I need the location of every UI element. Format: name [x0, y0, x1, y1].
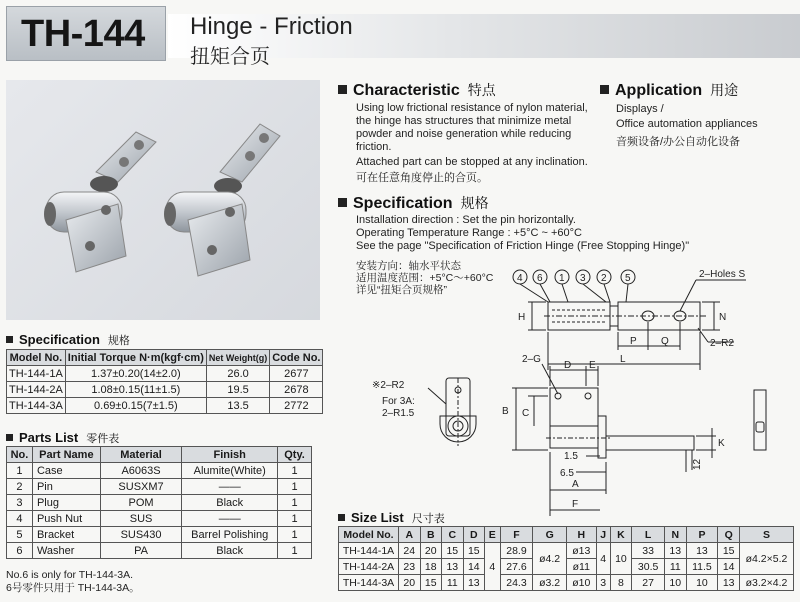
- application-heading: [600, 80, 738, 100]
- table-cell: 13: [442, 559, 464, 575]
- table-cell: ø3.2×4.2: [740, 575, 794, 591]
- table-cell: 8: [610, 575, 632, 591]
- table-cell: 1.08±0.15(11±1.5): [65, 382, 206, 398]
- application-line: 音频设备/办公自动化设备: [616, 136, 741, 148]
- table-cell: Push Nut: [32, 511, 100, 527]
- specification-line: Operating Temperature Range : +5°C ~ +60°C: [356, 227, 582, 239]
- application-heading-en: Application: [615, 82, 703, 99]
- table-cell: 13: [718, 575, 740, 591]
- size-col-header: A: [399, 527, 421, 543]
- table-cell: 15: [463, 543, 485, 559]
- table-cell: 1: [278, 511, 312, 527]
- table-cell: 33: [632, 543, 665, 559]
- spec-col-header: Net Weight(g): [206, 350, 269, 366]
- characteristic-line: the hinge has structures that minimize metal: [356, 115, 572, 127]
- dim-label-r2: 2–R2: [710, 338, 734, 349]
- table-cell: ø13: [566, 543, 596, 559]
- table-cell: 15: [442, 543, 464, 559]
- square-bullet-icon: [338, 514, 345, 521]
- balloon-label: 3: [580, 273, 586, 284]
- parts-list-table: [6, 446, 312, 559]
- dim-label-q: Q: [661, 336, 669, 347]
- table-cell: TH-144-2A: [339, 559, 399, 575]
- table-cell: Washer: [32, 543, 100, 559]
- parts-note-zh: 6号零件只用于 TH-144-3A。: [6, 582, 140, 594]
- table-cell: 13: [463, 575, 485, 591]
- table-cell: 15: [718, 543, 740, 559]
- table-cell: TH-144-2A: [7, 382, 66, 398]
- square-bullet-icon: [338, 198, 347, 207]
- table-cell: 13: [686, 543, 718, 559]
- size-col-header: K: [610, 527, 632, 543]
- size-col-header: G: [533, 527, 567, 543]
- square-bullet-icon: [6, 434, 13, 441]
- table-cell: 11.5: [686, 559, 718, 575]
- table-row: [7, 495, 312, 511]
- hinge-right: [164, 124, 280, 276]
- spec-table-header-row: [7, 350, 323, 366]
- note-r2: ※2–R2: [372, 380, 405, 391]
- table-cell: Barrel Polishing: [182, 527, 278, 543]
- table-cell: 14: [718, 559, 740, 575]
- dim-label-d: D: [564, 360, 572, 371]
- table-cell-s: ø4.2×5.2: [740, 543, 794, 575]
- product-photo: [6, 80, 320, 320]
- balloon-label: 2: [601, 273, 607, 284]
- table-cell: TH-144-3A: [7, 398, 66, 414]
- table-cell: 10: [665, 575, 687, 591]
- table-cell: 26.0: [206, 366, 269, 382]
- table-cell: SUS: [100, 511, 182, 527]
- table-cell: 1: [278, 463, 312, 479]
- drawing-lines: [428, 270, 766, 516]
- table-cell: 11: [665, 559, 687, 575]
- parts-col-header: Material: [100, 447, 182, 463]
- table-cell: ——: [182, 511, 278, 527]
- characteristic-line: Using low frictional resistance of nylon material,: [356, 102, 588, 114]
- table-cell: ø11: [566, 559, 596, 575]
- size-col-header: F: [500, 527, 533, 543]
- size-col-header: Q: [718, 527, 740, 543]
- characteristic-line: friction.: [356, 141, 392, 153]
- table-cell-j: 4: [596, 543, 610, 575]
- size-col-header: P: [686, 527, 718, 543]
- square-bullet-icon: [600, 85, 609, 94]
- table-row: [7, 366, 323, 382]
- square-bullet-icon: [6, 336, 13, 343]
- balloon-label: 5: [625, 273, 631, 284]
- size-list-heading: [338, 510, 445, 526]
- parts-list-heading-en: Parts List: [19, 430, 79, 445]
- table-cell: 28.9: [500, 543, 533, 559]
- table-cell: 1: [278, 479, 312, 495]
- table-cell: 0.69±0.15(7±1.5): [65, 398, 206, 414]
- size-col-header: D: [463, 527, 485, 543]
- size-col-header: N: [665, 527, 687, 543]
- table-cell: 13: [665, 543, 687, 559]
- spec-table-heading: [6, 332, 130, 348]
- table-cell: 5: [7, 527, 33, 543]
- table-cell: 10: [686, 575, 718, 591]
- table-cell: 11: [442, 575, 464, 591]
- characteristic-line: powder and noise generation while reducing: [356, 128, 572, 140]
- table-cell: TH-144-1A: [339, 543, 399, 559]
- table-cell: Alumite(White): [182, 463, 278, 479]
- table-cell: 23: [399, 559, 421, 575]
- table-cell: 1: [278, 543, 312, 559]
- dim-label-b: B: [502, 406, 509, 417]
- table-cell: POM: [100, 495, 182, 511]
- parts-list-heading: [6, 430, 119, 446]
- drawing-labels: [372, 269, 745, 510]
- table-cell: ——: [182, 479, 278, 495]
- spec-col-header: Initial Torque N·m(kgf·cm): [65, 350, 206, 366]
- size-col-header: J: [596, 527, 610, 543]
- dim-label-f: F: [572, 499, 579, 510]
- dim-label-l: L: [620, 354, 626, 365]
- characteristic-heading-en: Characteristic: [353, 82, 460, 99]
- spec-table-heading-en: Specification: [19, 332, 100, 347]
- table-cell: 1: [278, 527, 312, 543]
- dim-label-h: H: [518, 312, 526, 323]
- table-cell: 27.6: [500, 559, 533, 575]
- spec-table: [6, 349, 323, 414]
- table-cell: PA: [100, 543, 182, 559]
- table-cell: 24: [399, 543, 421, 559]
- table-cell: 2677: [270, 366, 323, 382]
- table-row: [339, 543, 794, 559]
- specification-heading: [338, 193, 489, 213]
- table-cell: Black: [182, 495, 278, 511]
- table-cell: TH-144-1A: [7, 366, 66, 382]
- table-cell: 2678: [270, 382, 323, 398]
- table-cell: 27: [632, 575, 665, 591]
- dim-label-e: E: [589, 360, 596, 371]
- dim-label-6-5: 6.5: [560, 468, 574, 479]
- table-cell: ø10: [566, 575, 596, 591]
- title-zh: 扭矩合页: [190, 46, 270, 68]
- technical-drawing: [336, 266, 798, 516]
- specification-line-zh: 详见“扭矩合页规格”: [356, 284, 447, 296]
- model-badge: [6, 6, 166, 61]
- table-cell: 15: [420, 575, 442, 591]
- table-cell: 1: [278, 495, 312, 511]
- size-list-heading-zh: 尺寸表: [411, 513, 445, 525]
- parts-header-row: [7, 447, 312, 463]
- balloon-label: 6: [537, 273, 543, 284]
- spec-col-header: Code No.: [270, 350, 323, 366]
- dim-label-12: 12: [692, 458, 703, 470]
- dim-label-g: 2–G: [522, 354, 541, 365]
- spec-col-header: Model No.: [7, 350, 66, 366]
- dim-label-a: A: [572, 479, 579, 490]
- specification-line: Installation direction : Set the pin horizontally.: [356, 214, 576, 226]
- table-row: [7, 527, 312, 543]
- table-cell: SUS430: [100, 527, 182, 543]
- table-cell-g: ø4.2: [533, 543, 567, 575]
- size-list-heading-en: Size List: [351, 510, 404, 525]
- table-cell: 18: [420, 559, 442, 575]
- table-cell: SUSXM7: [100, 479, 182, 495]
- table-cell: TH-144-3A: [339, 575, 399, 591]
- characteristic-text: [356, 102, 588, 185]
- size-header-row: [339, 527, 794, 543]
- application-line: Office automation appliances: [616, 118, 758, 130]
- dim-label-n: N: [719, 312, 727, 323]
- dim-label-holes: 2–Holes S: [699, 269, 746, 280]
- specification-line: See the page "Specification of Friction Hinge (Free Stopping Hinge)": [356, 240, 690, 252]
- specification-line-zh: 适用温度范围：+5°C～+60°C: [356, 272, 494, 284]
- table-cell: 24.3: [500, 575, 533, 591]
- characteristic-heading-zh: 特点: [467, 82, 496, 98]
- size-col-header: Model No.: [339, 527, 399, 543]
- table-cell-e: 4: [485, 543, 501, 591]
- table-cell: 1: [7, 463, 33, 479]
- table-cell: 4: [7, 511, 33, 527]
- characteristic-line: Attached part can be stopped at any inclination.: [356, 156, 588, 168]
- table-cell: Pin: [32, 479, 100, 495]
- size-col-header: S: [740, 527, 794, 543]
- size-col-header: H: [566, 527, 596, 543]
- parts-note-en: No.6 is only for TH-144-3A.: [6, 569, 134, 581]
- table-cell: 20: [399, 575, 421, 591]
- spec-table-heading-zh: 规格: [107, 335, 130, 347]
- table-cell: A6063S: [100, 463, 182, 479]
- parts-col-header: No.: [7, 447, 33, 463]
- table-row: [339, 575, 794, 591]
- note-for-3a: For 3A:: [382, 396, 415, 407]
- square-bullet-icon: [338, 85, 347, 94]
- table-cell: 1.37±0.20(14±2.0): [65, 366, 206, 382]
- table-cell: ø3.2: [533, 575, 567, 591]
- table-row: [7, 479, 312, 495]
- table-row: [7, 511, 312, 527]
- dim-label-k: K: [718, 438, 725, 449]
- application-text: [616, 102, 758, 150]
- application-heading-zh: 用途: [710, 82, 739, 98]
- table-cell-k: 10: [610, 543, 632, 575]
- size-col-header: E: [485, 527, 501, 543]
- size-col-header: C: [442, 527, 464, 543]
- dim-label-p: P: [630, 336, 637, 347]
- hinge-left: [44, 132, 156, 272]
- table-cell: 3: [596, 575, 610, 591]
- table-cell: 14: [463, 559, 485, 575]
- table-cell: 20: [420, 543, 442, 559]
- table-cell: 19.5: [206, 382, 269, 398]
- specification-text: [356, 214, 689, 253]
- size-col-header: L: [632, 527, 665, 543]
- specification-line-zh: 安装方向：轴水平状态: [356, 260, 461, 272]
- parts-col-header: Qty.: [278, 447, 312, 463]
- balloons: [513, 270, 635, 302]
- parts-list-heading-zh: 零件表: [86, 433, 120, 445]
- table-cell: 6: [7, 543, 33, 559]
- table-cell: Case: [32, 463, 100, 479]
- specification-heading-zh: 规格: [460, 195, 489, 211]
- dim-label-1-5: 1.5: [564, 451, 578, 462]
- application-line: Displays /: [616, 103, 664, 115]
- specification-heading-en: Specification: [353, 195, 453, 212]
- characteristic-line: 可在任意角度停止的合页。: [356, 172, 488, 184]
- table-row: [7, 543, 312, 559]
- dim-label-c: C: [522, 408, 530, 419]
- parts-col-header: Part Name: [32, 447, 100, 463]
- table-cell: 13.5: [206, 398, 269, 414]
- table-row: [7, 463, 312, 479]
- table-cell: 3: [7, 495, 33, 511]
- hinge-illustration: [6, 80, 320, 320]
- table-cell: Plug: [32, 495, 100, 511]
- table-cell: 2772: [270, 398, 323, 414]
- note-r1-5: 2–R1.5: [382, 408, 415, 419]
- table-cell: Bracket: [32, 527, 100, 543]
- model-number: TH-144: [21, 13, 145, 55]
- size-list-table: [338, 526, 794, 591]
- table-cell: 2: [7, 479, 33, 495]
- size-col-header: B: [420, 527, 442, 543]
- table-row: [7, 382, 323, 398]
- table-row: [7, 398, 323, 414]
- table-cell: 30.5: [632, 559, 665, 575]
- header: [0, 0, 800, 68]
- characteristic-heading: [338, 80, 496, 100]
- parts-col-header: Finish: [182, 447, 278, 463]
- table-cell: Black: [182, 543, 278, 559]
- table-row: [339, 559, 794, 575]
- balloon-label: 4: [517, 273, 523, 284]
- balloon-label: 1: [559, 273, 565, 284]
- title-en: Hinge - Friction: [190, 13, 353, 40]
